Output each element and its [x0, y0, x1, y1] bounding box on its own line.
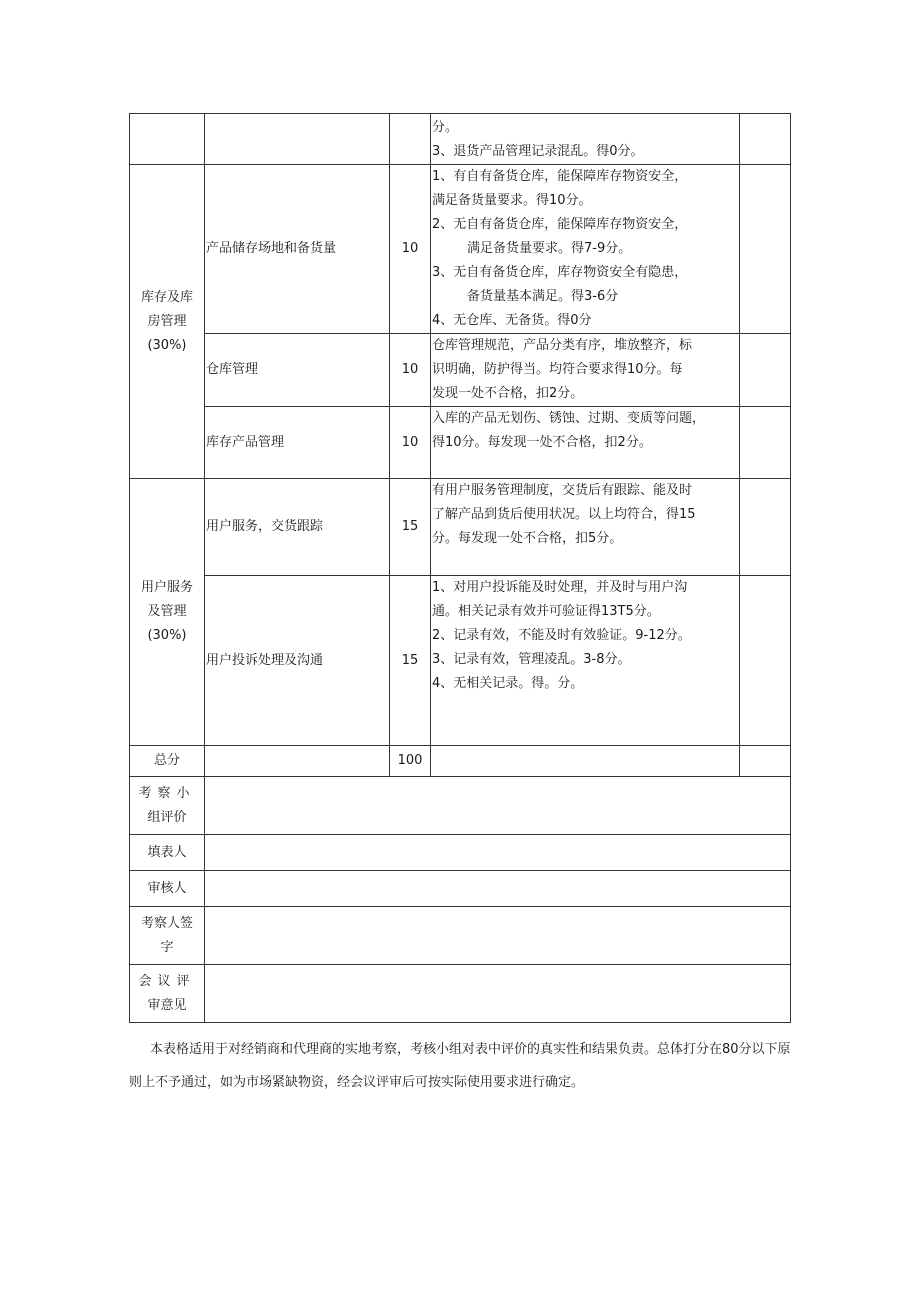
criteria-line: 3、记录有效，管理凌乱。3-8分。 [432, 652, 631, 667]
reviewer-label: 审核人 [130, 871, 205, 907]
score-cell [390, 114, 431, 165]
criteria-line: 了解产品到货后使用状况。以上均符合，得15 [432, 507, 696, 522]
team-eval-row [130, 777, 791, 835]
criteria-line: 4、无仓库、无备货。得0分 [432, 313, 592, 328]
criteria-line: 满足备货量要求。得10分。 [432, 193, 592, 208]
criteria-line: 发现一处不合格，扣2分。 [432, 386, 584, 401]
filler-label: 填表人 [130, 835, 205, 871]
criteria-line: 2、记录有效，不能及时有效验证。9-12分。 [432, 628, 691, 643]
item-cell [205, 746, 390, 777]
table-row [130, 334, 791, 407]
table-row [130, 407, 791, 479]
result-cell [740, 479, 791, 576]
total-score: 100 [390, 746, 431, 777]
result-cell [740, 114, 791, 165]
item-cell [205, 334, 390, 407]
table-row-continued [130, 114, 791, 165]
result-cell [740, 576, 791, 746]
criteria-line: 4、无相关记录。得。分。 [432, 676, 584, 691]
item-label: 用户投诉处理及沟通 [206, 652, 324, 668]
score-cell: 10 [390, 407, 431, 479]
meeting-review-label: 会议评 审意见 [130, 965, 205, 1023]
category-service: 用户服务 及管理 (30%) [130, 479, 205, 746]
criteria-line: 通。相关记录有效并可验证得13T5分。 [432, 604, 660, 619]
score-cell: 10 [390, 165, 431, 334]
table-row [130, 479, 791, 576]
result-cell [740, 746, 791, 777]
criteria-line: 入库的产品无划伤、锈蚀、过期、变质等问题， [432, 411, 706, 426]
criteria-line: 有用户服务管理制度，交货后有跟踪、能及时 [432, 483, 693, 498]
footnote-paragraph: 本表格适用于对经销商和代理商的实地考察，考核小组对表中评价的真实性和结果负责。总体打分在80分以下原则上不予通过，如为市场紧缺物资，经会议评审后可按实际使用要求进行确定。 [129, 1042, 791, 1090]
team-eval-field[interactable] [205, 777, 791, 835]
criteria-line: 备货量基本满足。得3-6分 [467, 289, 619, 304]
criteria-line: 1、对用户投诉能及时处理，并及时与用户沟 [432, 580, 688, 595]
item-cell [205, 165, 390, 334]
inspector-sign-label: 考察人签 字 [130, 907, 205, 965]
criteria-cell [431, 407, 740, 479]
item-cell [205, 407, 390, 479]
item-label: 仓库管理 [206, 362, 259, 377]
table-row [130, 576, 791, 746]
criteria-line: 1、有自有备货仓库，能保障库存物资安全， [432, 169, 688, 184]
score-cell: 15 [390, 576, 431, 746]
criteria-cell [431, 576, 740, 746]
filler-row [130, 835, 791, 871]
result-cell [740, 407, 791, 479]
item-cell [205, 479, 390, 576]
criteria-cell [431, 334, 740, 407]
criteria-line: 识明确，防护得当。均符合要求得10分。每 [432, 362, 683, 377]
item-label: 产品储存场地和备货量 [206, 241, 337, 256]
criteria-line: 仓库管理规范，产品分类有序，堆放整齐，标 [432, 338, 693, 353]
result-cell [740, 334, 791, 407]
item-cell [205, 114, 390, 165]
filler-field[interactable] [205, 835, 791, 871]
criteria-cell [431, 746, 740, 777]
meeting-review-field[interactable] [205, 965, 791, 1023]
criteria-cell [431, 479, 740, 576]
criteria-line: 3、无自有备货仓库，库存物资安全有隐患， [432, 265, 688, 280]
score-cell: 10 [390, 334, 431, 407]
criteria-line: 分。 [432, 120, 459, 135]
criteria-line: 2、无自有备货仓库，能保障库存物资安全， [432, 217, 688, 232]
item-cell [205, 576, 390, 746]
total-label: 总分 [130, 746, 205, 777]
inspector-sign-field[interactable] [205, 907, 791, 965]
criteria-cell [431, 165, 740, 334]
result-cell [740, 165, 791, 334]
team-eval-label: 考察小 组评价 [130, 777, 205, 835]
reviewer-row [130, 871, 791, 907]
table-row [130, 165, 791, 334]
reviewer-field[interactable] [205, 871, 791, 907]
meeting-review-row [130, 965, 791, 1023]
category-inventory: 库存及库 房管理 (30%) [130, 165, 205, 479]
item-label: 库存产品管理 [206, 434, 285, 450]
criteria-line: 满足备货量要求。得7-9分。 [467, 241, 632, 256]
inspector-sign-row [130, 907, 791, 965]
criteria-cell [431, 114, 740, 165]
item-label: 用户服务，交货跟踪 [206, 519, 324, 534]
score-cell: 15 [390, 479, 431, 576]
evaluation-table [129, 113, 791, 1023]
total-row [130, 746, 791, 777]
category-cell [130, 114, 205, 165]
criteria-line: 得10分。每发现一处不合格，扣2分。 [432, 435, 652, 450]
criteria-line: 分。每发现一处不合格，扣5分。 [432, 531, 623, 546]
criteria-line: 3、退货产品管理记录混乱。得0分。 [432, 144, 644, 159]
